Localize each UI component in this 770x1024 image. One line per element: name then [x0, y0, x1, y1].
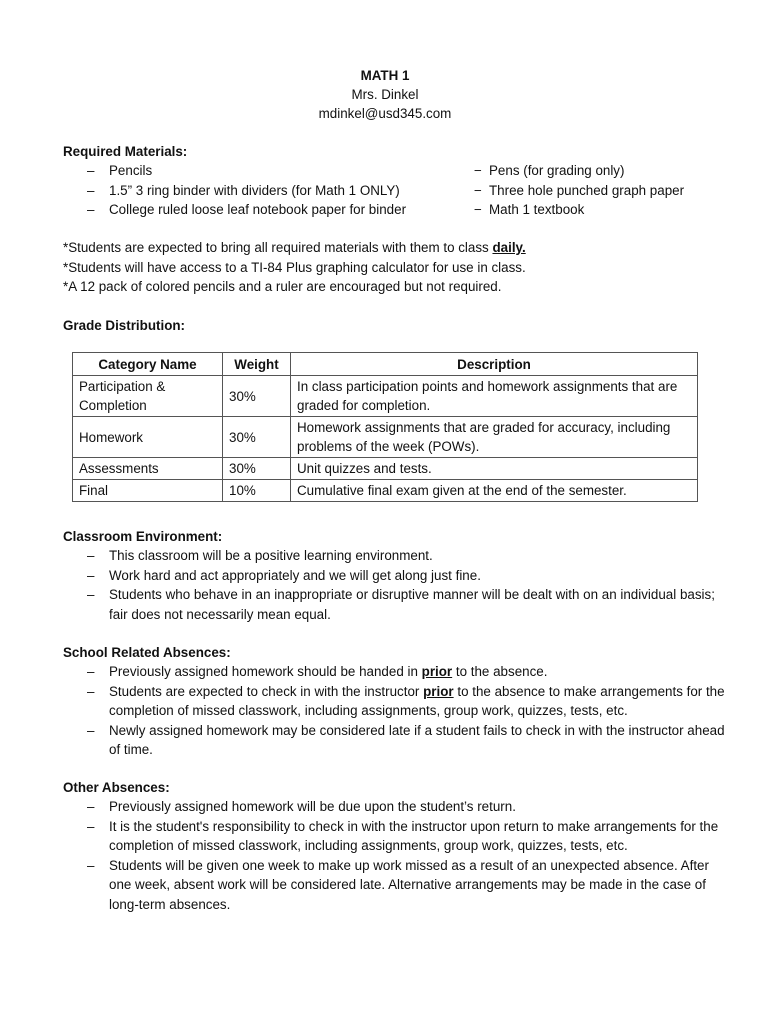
materials-heading: Required Materials: [63, 144, 188, 159]
description-cell: Cumulative final exam given at the end of the semester. [291, 480, 698, 502]
column-header: Category Name [73, 353, 223, 376]
note-line: *A 12 pack of colored pencils and a ruler are encouraged but not required. [63, 279, 502, 294]
table-row [73, 376, 698, 417]
description-cell: Unit quizzes and tests. [291, 458, 698, 480]
item-text: to the absence. [452, 664, 548, 679]
description-cell: Homework assignments that are graded for accuracy, including problems of the week (POWs). [291, 417, 698, 458]
list-item: – It is the student's responsibility to check in with the instructor upon return to make arrangements for the completion of missed classwork, including assignments, group work, quizzes, tests, etc. [63, 817, 733, 856]
course-title: MATH 1 [360, 68, 410, 83]
grade-distribution-table [72, 352, 698, 502]
teacher-name: Mrs. Dinkel [351, 87, 419, 102]
list-item: – This classroom will be a positive learning environment. [63, 546, 733, 566]
description-cell: In class participation points and homework assignments that are graded for completion. [291, 376, 698, 417]
other-absences-list [63, 797, 733, 914]
list-item: – Students will be given one week to make up work missed as a result of an unexpected absence. After one week, absent work will be considered late. Alternative arrangements may be made in the case of long-term absences. [63, 856, 733, 915]
category-cell: Assessments [73, 458, 223, 480]
table-header-row [73, 353, 698, 376]
weight-cell: 10% [223, 480, 291, 502]
table-row [73, 417, 698, 458]
list-item [63, 682, 733, 721]
item-text: to the absence to make arrangements for the completion of missed classwork, including assignments, group work, quizzes, tests, etc. [109, 683, 725, 718]
materials-left-column [63, 161, 463, 220]
grade-distribution-heading: Grade Distribution: [63, 318, 186, 333]
column-header: Weight [223, 353, 291, 376]
category-cell: Homework [73, 417, 223, 458]
teacher-email: mdinkel@usd345.com [318, 106, 452, 121]
list-item: – Work hard and act appropriately and we will get along just fine. [63, 566, 733, 586]
list-item: – Newly assigned homework may be considered late if a student fails to check in with the instructor ahead of time. [63, 721, 733, 760]
document-header [0, 66, 770, 123]
category-cell: Participation & Completion [73, 376, 223, 417]
material-item: – Pencils [63, 161, 463, 181]
weight-cell: 30% [223, 458, 291, 480]
other-absences-heading: Other Absences: [63, 780, 170, 795]
list-item [63, 662, 733, 682]
note-line: *Students will have access to a TI-84 Plus graphing calculator for use in class. [63, 259, 526, 275]
material-item: − Pens (for grading only) [464, 161, 724, 181]
list-item: – Students who behave in an inappropriate or disruptive manner will be dealt with on an individual basis; fair does not necessarily mean equal. [63, 585, 733, 624]
table-row [73, 458, 698, 480]
classroom-list [63, 546, 733, 624]
weight-cell: 30% [223, 417, 291, 458]
column-header: Description [291, 353, 698, 376]
materials-right-column [464, 161, 724, 220]
category-cell: Final [73, 480, 223, 502]
table-row [73, 480, 698, 502]
school-absences-heading: School Related Absences: [63, 645, 231, 660]
item-text: Students are expected to check in with the instructor [109, 683, 424, 699]
material-item: – College ruled loose leaf notebook paper for binder [63, 200, 463, 220]
item-emphasis: prior [421, 664, 453, 679]
note-text: *Students are expected to bring all required materials with them to class [63, 240, 493, 255]
weight-cell: 30% [223, 376, 291, 417]
school-absences-list [63, 662, 733, 760]
item-text: Previously assigned homework should be handed in [109, 664, 422, 679]
materials-notes [63, 238, 723, 297]
material-item: – 1.5” 3 ring binder with dividers (for Math 1 ONLY) [63, 181, 463, 201]
material-item: − Math 1 textbook [464, 200, 724, 220]
material-item: − Three hole punched graph paper [464, 181, 724, 201]
item-emphasis: prior [423, 683, 454, 699]
classroom-heading: Classroom Environment: [63, 529, 223, 544]
note-line [63, 238, 723, 258]
list-item: – Previously assigned homework will be due upon the student’s return. [63, 797, 733, 817]
note-emphasis: daily. [492, 240, 526, 255]
